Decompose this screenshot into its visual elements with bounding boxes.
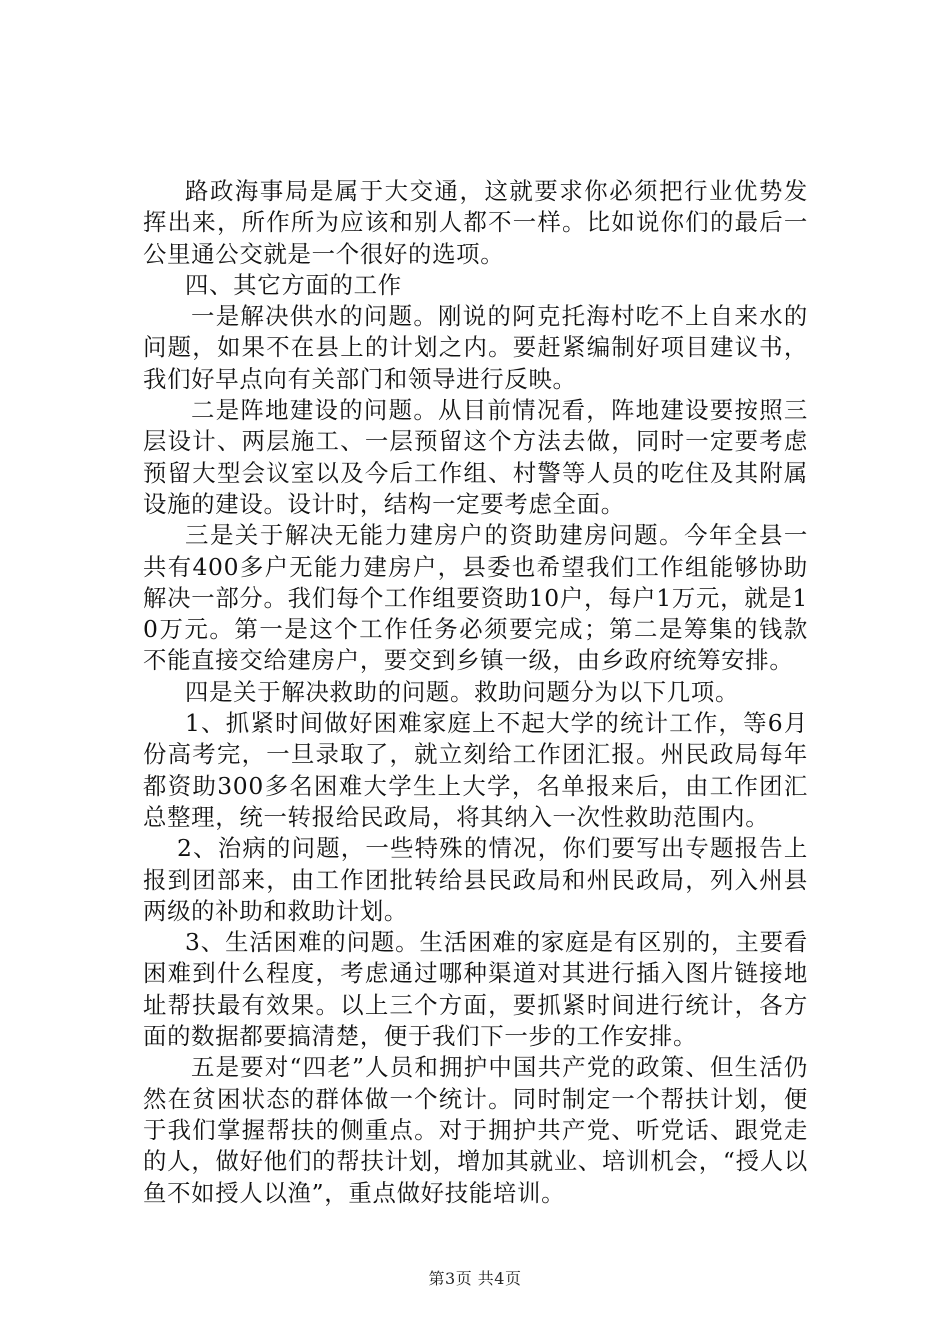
list-item-medical: 2、治病的问题，一些特殊的情况，你们要写出专题报告上报到团部来，由工作团批转给县民政局和州民政局，列入州县两级的补助和救助计划。 xyxy=(143,834,808,925)
paragraph-position-construction: 二是阵地建设的问题。从目前情况看，阵地建设要按照三层设计、两层施工、一层预留这个方法去做，同时一定要考虑预留大型会议室以及今后工作组、村警等人员的吃住及其附属设施的建设。设计时，结构一定要考虑全面。 xyxy=(143,396,808,518)
list-item-living-difficulties: 3、生活困难的问题。生活困难的家庭是有区别的，主要看困难到什么程度，考虑通过哪种渠道对其进行插入图片链接地址帮扶最有效果。以上三个方面，要抓紧时间进行统计，各方面的数据都要搞清楚，便于我们下一步的工作安排。 xyxy=(143,928,808,1051)
paragraph-relief: 四是关于解决救助的问题。救助问题分为以下几项。 xyxy=(185,677,740,706)
page-number-footer: 第3页 共4页 xyxy=(428,1269,522,1288)
list-item-college-students: 1、抓紧时间做好困难家庭上不起大学的统计工作，等6月份高考完，一旦录取了，就立刻给工作团汇报。州民政局每年都资助300多名困难大学生上大学，名单报来后，由工作团汇总整理，统一转报给民政局，将其纳入一次性救助范围内。 xyxy=(143,709,808,831)
paragraph-water-supply: 一是解决供水的问题。刚说的阿克托海村吃不上自来水的问题，如果不在县上的计划之内。要赶紧编制好项目建议书，我们好早点向有关部门和领导进行反映。 xyxy=(143,302,808,393)
paragraph-traffic: 路政海事局是属于大交通，这就要求你必须把行业优势发挥出来，所作所为应该和别人都不一样。比如说你们的最后一公里通公交就是一个很好的选项。 xyxy=(143,177,808,268)
document-body xyxy=(143,176,808,1209)
paragraph-housing-assistance: 三是关于解决无能力建房户的资助建房问题。今年全县一共有400多户无能力建房户，县委也希望我们工作组能够协助解决一部分。我们每个工作组要资助10户，每户1万元，就是10万元。第一是这个工作任务必须要完成；第二是筹集的钱款不能直接交给建房户，要交到乡镇一级，由乡政府统筹安排。 xyxy=(143,521,808,675)
section-heading-other-work: 四、其它方面的工作 xyxy=(185,270,402,299)
paragraph-four-elders: 五是要对“四老”人员和拥护中国共产党的政策、但生活仍然在贫困状态的群体做一个统计。同时制定一个帮扶计划，便于我们掌握帮扶的侧重点。对于拥护共产党、听党话、跟党走的人，做好他们的帮扶计划，增加其就业、培训机会，“授人以鱼不如授人以渔”，重点做好技能培训。 xyxy=(143,1053,808,1207)
